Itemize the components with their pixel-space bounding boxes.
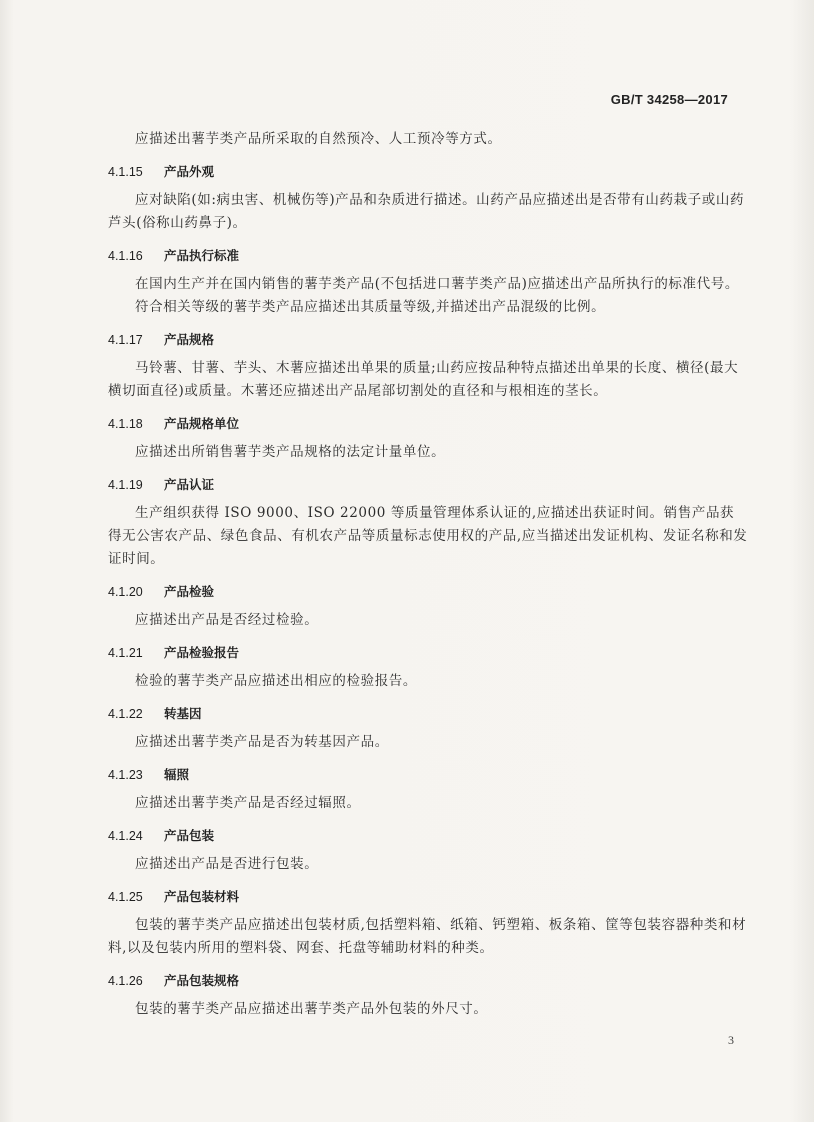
section-heading	[108, 246, 748, 266]
section-number: 4.1.19	[108, 478, 143, 492]
section-heading	[108, 887, 748, 907]
section-paragraph: 生产组织获得 ISO 9000、ISO 22000 等质量管理体系认证的,应描述出获证时间。销售产品获得无公害农产品、绿色食品、有机农产品等质量标志使用权的产品,应当描述出发证机构、发证名称和发证时间。	[108, 505, 748, 567]
section-4-1-25	[108, 887, 748, 960]
intro-paragraph: 应描述出薯芋类产品所采取的自然预冷、人工预冷等方式。	[135, 131, 502, 147]
section-heading	[108, 330, 748, 350]
section-title: 产品检验	[164, 584, 215, 599]
section-4-1-19	[108, 475, 748, 571]
section-paragraph: 马铃薯、甘薯、芋头、木薯应描述出单果的质量;山药应按品种特点描述出单果的长度、横径(最大横切面直径)或质量。木薯还应描述出产品尾部切割处的直径和与根相连的茎长。	[108, 360, 739, 399]
section-title: 产品包装	[164, 828, 215, 843]
section-heading	[108, 582, 748, 602]
section-paragraph: 应描述出薯芋类产品是否为转基因产品。	[135, 734, 389, 750]
section-heading	[108, 826, 748, 846]
section-heading	[108, 765, 748, 785]
section-title: 产品执行标准	[164, 248, 240, 263]
section-title: 产品检验报告	[164, 645, 240, 660]
section-paragraph: 在国内生产并在国内销售的薯芋类产品(不包括进口薯芋类产品)应描述出产品所执行的标准代号。	[135, 276, 739, 292]
section-4-1-22	[108, 704, 748, 754]
sections-list	[108, 162, 748, 1021]
section-4-1-23	[108, 765, 748, 815]
section-number: 4.1.24	[108, 829, 143, 843]
section-number: 4.1.21	[108, 646, 143, 660]
section-title: 产品包装材料	[164, 889, 240, 904]
section-heading	[108, 704, 748, 724]
section-title: 产品外观	[164, 164, 215, 179]
section-paragraph: 应对缺陷(如:病虫害、机械伤等)产品和杂质进行描述。山药产品应描述出是否带有山药栽子或山药芦头(俗称山药鼻子)。	[108, 192, 745, 231]
section-paragraph: 应描述出产品是否经过检验。	[135, 612, 319, 628]
section-heading	[108, 414, 748, 434]
section-paragraph: 应描述出产品是否进行包装。	[135, 856, 319, 872]
section-number: 4.1.23	[108, 768, 143, 782]
section-paragraph: 检验的薯芋类产品应描述出相应的检验报告。	[135, 673, 417, 689]
page-number: 3	[728, 1033, 734, 1047]
section-paragraph: 符合相关等级的薯芋类产品应描述出其质量等级,并描述出产品混级的比例。	[135, 299, 606, 315]
section-title: 辐照	[164, 767, 190, 782]
section-number: 4.1.16	[108, 249, 143, 263]
section-number: 4.1.25	[108, 890, 143, 904]
section-4-1-16	[108, 246, 748, 319]
section-4-1-18	[108, 414, 748, 464]
section-paragraph: 应描述出所销售薯芋类产品规格的法定计量单位。	[135, 444, 446, 460]
section-title: 转基因	[164, 706, 202, 721]
section-heading	[108, 643, 748, 663]
standard-code: GB/T 34258—2017	[610, 92, 728, 107]
section-number: 4.1.17	[108, 333, 143, 347]
section-4-1-21	[108, 643, 748, 693]
section-4-1-26	[108, 971, 748, 1021]
section-title: 产品包装规格	[164, 973, 240, 988]
section-4-1-17	[108, 330, 748, 403]
section-heading	[108, 162, 748, 182]
section-4-1-20	[108, 582, 748, 632]
document-body	[108, 128, 748, 1021]
section-number: 4.1.15	[108, 165, 143, 179]
section-heading	[108, 971, 748, 991]
section-heading	[108, 475, 748, 495]
section-paragraph: 包装的薯芋类产品应描述出薯芋类产品外包装的外尺寸。	[135, 1001, 488, 1017]
section-title: 产品规格单位	[164, 416, 240, 431]
section-paragraph: 包装的薯芋类产品应描述出包装材质,包括塑料箱、纸箱、钙塑箱、板条箱、筐等包装容器种类和材料,以及包装内所用的塑料袋、网套、托盘等辅助材料的种类。	[108, 917, 747, 956]
section-number: 4.1.20	[108, 585, 143, 599]
section-4-1-24	[108, 826, 748, 876]
section-title: 产品认证	[164, 477, 215, 492]
section-number: 4.1.18	[108, 417, 143, 431]
section-4-1-15	[108, 162, 748, 235]
section-number: 4.1.22	[108, 707, 143, 721]
section-title: 产品规格	[164, 332, 215, 347]
section-number: 4.1.26	[108, 974, 143, 988]
section-paragraph: 应描述出薯芋类产品是否经过辐照。	[135, 795, 361, 811]
